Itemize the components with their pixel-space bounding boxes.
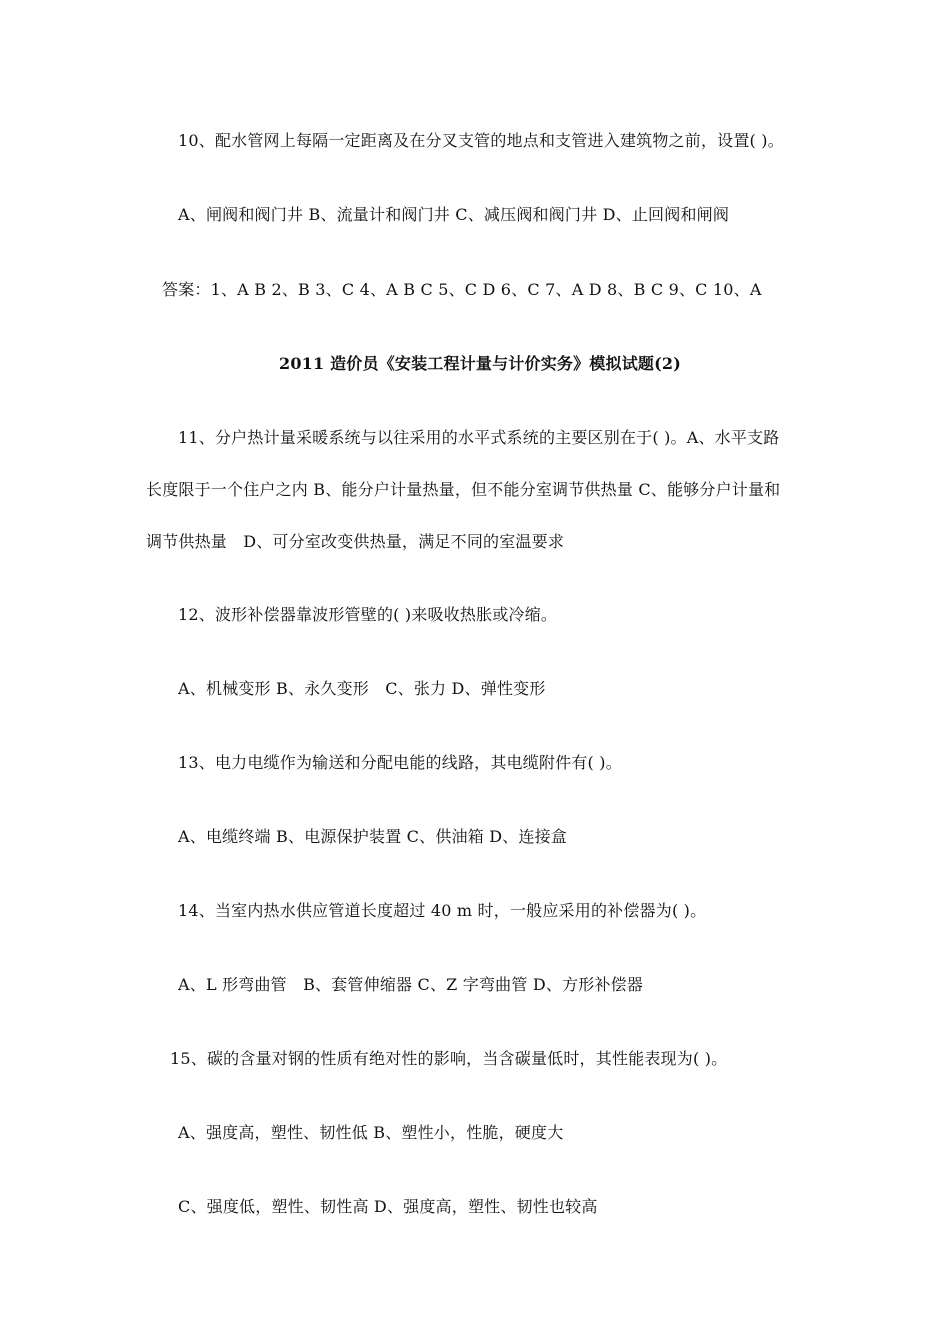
question-12-options: A、机械变形 B、永久变形 C、张力 D、弹性变形 <box>178 679 546 698</box>
question-12-text: 12、波形补偿器靠波形管壁的( )来吸收热胀或冷缩。 <box>178 605 558 624</box>
question-14-text: 14、当室内热水供应管道长度超过 40 m 时，一般应采用的补偿器为( )。 <box>178 901 707 920</box>
question-13-text: 13、电力电缆作为输送和分配电能的线路，其电缆附件有( )。 <box>178 753 622 772</box>
question-15-options-cd: C、强度低，塑性、韧性高 D、强度高，塑性、韧性也较高 <box>178 1197 598 1216</box>
answer-key: 答案：1、A B 2、B 3、C 4、A B C 5、C D 6、C 7、A D 8、B C 9、C 10、A <box>162 280 762 299</box>
section-title: 2011 造价员《安装工程计量与计价实务》模拟试题(2) <box>279 354 681 373</box>
question-15-options-ab: A、强度高，塑性、韧性低 B、塑性小，性脆，硬度大 <box>178 1123 564 1142</box>
question-14-options: A、L 形弯曲管 B、套管伸缩器 C、Z 字弯曲管 D、方形补偿器 <box>178 975 644 994</box>
question-13-options: A、电缆终端 B、电源保护装置 C、供油箱 D、连接盒 <box>178 827 568 846</box>
question-15-text: 15、碳的含量对钢的性质有绝对性的影响，当含碳量低时，其性能表现为( )。 <box>170 1049 728 1068</box>
question-10-options: A、闸阀和阀门井 B、流量计和阀门井 C、减压阀和阀门井 D、止回阀和闸阀 <box>178 205 730 224</box>
question-11-line-2: 长度限于一个住户之内 B、能分户计量热量，但不能分室调节供热量 C、能够分户计量和 <box>146 480 781 499</box>
question-10-text: 10、配水管网上每隔一定距离及在分叉支管的地点和支管进入建筑物之前，设置( )。 <box>178 131 784 150</box>
question-11-line-1: 11、分户热计量采暖系统与以往采用的水平式系统的主要区别在于( )。A、水平支路 <box>178 428 780 447</box>
question-11-line-3: 调节供热量 D、可分室改变供热量，满足不同的室温要求 <box>146 532 565 551</box>
